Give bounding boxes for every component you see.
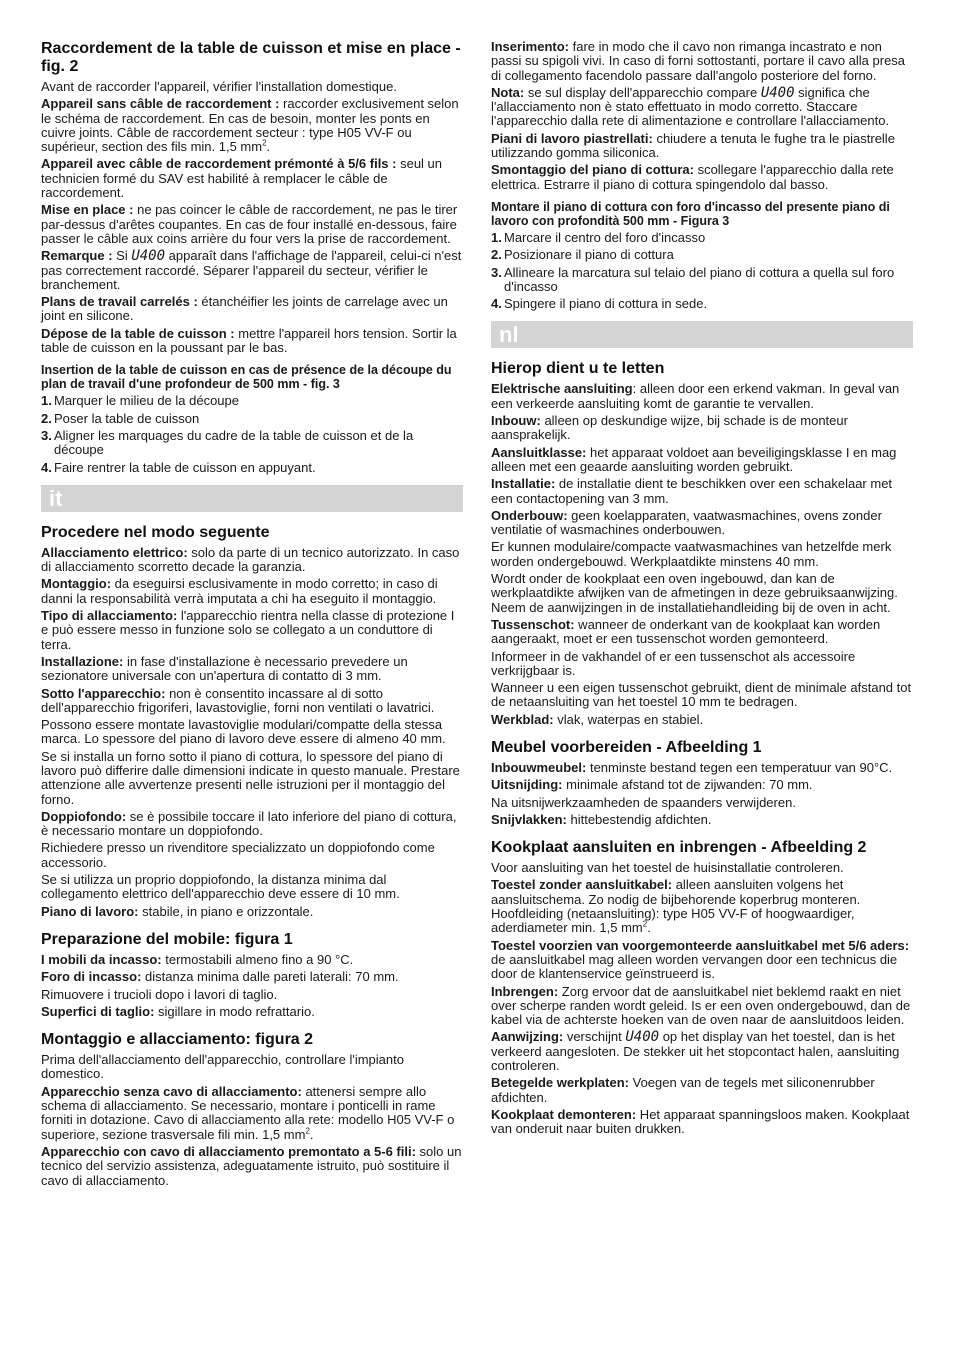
list-item: 3. Allineare la marcatura sul telaio del piano di cottura a quella sul foro d'incasso — [491, 264, 895, 294]
section-heading-fr: Raccordement de la table de cuisson et mise en place - fig. 2 — [41, 40, 461, 75]
section-heading: Procedere nel modo seguente — [41, 523, 270, 541]
paragraph: Appareil avec câble de raccordement prémonté à 5/6 fils : seul un technicien formé du SAV est habilité à remplacer le câble de raccordement. — [41, 156, 443, 201]
paragraph: Aansluitklasse: het apparaat voldoet aan beveiligingsklasse I en mag alleen met een geaarde aansluiting worden gebruikt. — [491, 444, 897, 474]
paragraph: I mobili da incasso: termostabili almeno fino a 90 °C. — [41, 951, 354, 967]
paragraph: Inbouwmeubel: tenminste bestand tegen een temperatuur van 90°C. — [491, 759, 893, 775]
paragraph: Mise en place : ne pas coincer le câble de raccordement, ne pas le tirer par-dessus d'arêtes coupantes. En cas de four installé en-dessous, faire passer le câble aux coins arrière du four vers la prise de raccordement. — [41, 202, 458, 246]
paragraph: Smontaggio del piano di cottura: scollegare l'apparecchio dalla rete elettrica. Estrarre il piano di cottura spingendolo dal basso. — [491, 162, 894, 192]
paragraph: Snijvlakken: hittebestendig afdichten. — [491, 811, 712, 827]
paragraph: Werkblad: vlak, waterpas en stabiel. — [491, 711, 704, 727]
paragraph: Tipo di allacciamento: l'apparecchio rientra nella classe di protezione I e può essere messo in funzione solo se collegato a un conduttore di terra. — [41, 608, 455, 652]
paragraph: Montaggio: da eseguirsi esclusivamente in modo corretto; in caso di danni la responsabilità verrà imputata a chi ha eseguito il montaggio. — [41, 576, 438, 606]
left-column — [41, 40, 463, 1191]
paragraph: Betegelde werkplaten: Voegen van de tegels met siliconenrubber afdichten. — [491, 1075, 875, 1105]
list-item: 1. Marquer le milieu de la découpe — [41, 393, 239, 409]
paragraph: Elektrische aansluiting: alleen door een erkend vakman. In geval van een verkeerde aansluiting komt de garantie te vervallen. — [491, 381, 900, 411]
paragraph: Se si installa un forno sotto il piano di cottura, lo spessore del piano di lavoro può differire dalle dimensioni indicate in questo manuale. Prestare attenzione alle avvertenze presenti nelle istruzioni per il montaggio del forno. — [41, 748, 460, 807]
paragraph: Plans de travail carrelés : étanchéifier les joints de carrelage avec un joint en silicone. — [41, 294, 448, 324]
paragraph: Na uitsnijwerkzaamheden de spaanders verwijderen. — [491, 794, 796, 810]
list-item: 4. Spingere il piano di cottura in sede. — [491, 296, 708, 312]
paragraph: Richiedere presso un rivenditore specializzato un doppiofondo come accessorio. — [41, 840, 435, 870]
paragraph: Allacciamento elettrico: solo da parte di un tecnico autorizzato. In caso di allacciamento scorretto decade la garanzia. — [41, 544, 460, 575]
language-bar-it: it — [41, 485, 463, 512]
paragraph: Aanwijzing: verschijnt U400 op het display van het toestel, dan is het verkeerd aangesloten. De stekker uit het stopcontact halen, aansluiting controleren. — [491, 1029, 900, 1074]
right-column — [491, 40, 913, 1140]
paragraph: Apparecchio con cavo di allacciamento premontato a 5-6 fili: solo un tecnico del servizio assistenza, adeguatamente istruito, può sostituire il cavo di allacciamento. — [41, 1143, 462, 1188]
paragraph: Inbrengen: Zorg ervoor dat de aansluitkabel niet beklemd raakt en niet over scherpe randen wordt geleid. Is er een oven ondergebouwd, dan de kabel via de achterste hoeken van de oven naar de aansluitdoos leiden. — [491, 983, 911, 1028]
list-item: 4. Faire rentrer la table de cuisson en appuyant. — [41, 459, 316, 475]
paragraph: Toestel zonder aansluitkabel: alleen aansluiten volgens het aansluitschema. Zo nodig de bijbehorende koperbrug monteren. Hoofdleiding (netaansluiting): type H05 VV-F of hoogwaardiger, aderdiameter min. 1,5 $mm^2$. — [491, 877, 861, 936]
paragraph: Piani di lavoro piastrellati: chiudere a tenuta le fughe tra le piastrelle utilizzando gomma siliconica. — [491, 130, 895, 161]
subheading: Insertion de la table de cuisson en cas de présence de la découpe du plan de travail d'une profondeur de 500 mm - fig. 3 — [41, 363, 452, 392]
section-heading: Hierop dient u te letten — [491, 360, 665, 378]
steps-list-fr — [41, 394, 463, 474]
paragraph: Er kunnen modulaire/compacte vaatwasmachines van hetzelfde merk worden ondergebouwd. Werkplaatdikte minstens 40 mm. — [491, 539, 892, 569]
paragraph: Superfici di taglio: sigillare in modo refrattario. — [41, 1003, 315, 1019]
subheading: Montare il piano di cottura con foro d'incasso del presente piano di lavoro con profondità 500 mm - Figura 3 — [491, 199, 890, 228]
list-item: 2. Poser la table de cuisson — [41, 410, 200, 426]
paragraph: Nota: se sul display dell'apparecchio compare U400 significa che l'allacciamento non è stato effettuato in modo corretto. Staccare l'apparecchio dalla rete di alimentazione e controllare l'allacciamento. — [491, 84, 890, 129]
paragraph: Informeer in de vakhandel of er een tussenschot als accessoire verkrijgbaar is. — [491, 648, 856, 678]
paragraph: Remarque : Si U400 apparaît dans l'affichage de l'appareil, celui-ci n'est pas correctement raccordé. Séparer l'appareil du secteur, vérifier le branchement. — [41, 248, 462, 292]
paragraph: Dépose de la table de cuisson : mettre l'appareil hors tension. Sortir la table de cuisson en la poussant par le bas. — [41, 325, 457, 356]
display-code: U400 — [760, 84, 795, 101]
paragraph: Rimuovere i trucioli dopo i lavori di taglio. — [41, 986, 278, 1002]
paragraph: Wordt onder de kookplaat een oven ingebouwd, dan kan de werkplaatdikte afwijken van de afmetingen in deze gebruiksaanwijzing. Neem de aanwijzingen in de installatiehandleiding bij de oven in acht. — [491, 571, 898, 615]
paragraph: Tussenschot: wanneer de onderkant van de kookplaat kan worden aangeraakt, moet er een tussenschot worden gemonteerd. — [491, 616, 881, 647]
paragraph: Appareil sans câble de raccordement : raccorder exclusivement selon le schéma de raccordement. En cas de besoin, monter les ponts en cuivre joints. Câble de raccordement secteur : type H05 VV-F ou supérieur, section des fils min. 1,5 $mm^2$. — [41, 96, 459, 155]
paragraph: Onderbouw: geen koelapparaten, vaatwasmachines, ovens zonder ventilatie of wasmachines onderbouwen. — [491, 507, 882, 538]
paragraph: Kookplaat demonteren: Het apparaat spanningsloos maken. Kookplaat van onderuit naar buiten drukken. — [491, 1106, 910, 1137]
paragraph: Toestel voorzien van voorgemonteerde aansluitkabel met 5/6 aders: de aansluitkabel mag alleen worden vervangen door een technicus die door de klantenservice geïnstrueerd is. — [491, 937, 910, 982]
list-item: 2. Posizionare il piano di cottura — [491, 247, 674, 263]
paragraph: Piano di lavoro: stabile, in piano e orizzontale. — [41, 903, 314, 919]
paragraph: Wanneer u een eigen tussenschot gebruikt, dient de minimale afstand tot de netaansluiting van het toestel 10 mm te bedragen. — [491, 680, 912, 710]
display-code: U400 — [625, 1029, 660, 1046]
paragraph: Installazione: in fase d'installazione è necessario prevedere un sezionatore universale con un'apertura di contatto di 3 mm. — [41, 653, 408, 684]
paragraph: Inserimento: fare in modo che il cavo non rimanga incastrato e non passi su spigoli vivi. In caso di forni sottostanti, portare il cavo alla presa di collegamento facendolo passare dall'angolo posteriore del forno. — [491, 39, 906, 83]
paragraph: Doppiofondo: se è possibile toccare il lato inferiore del piano di cottura, è necessario montare un doppiofondo. — [41, 808, 457, 839]
paragraph: Sotto l'apparecchio: non è consentito incassare al di sotto dell'apparecchio frigoriferi, lavastoviglie, forni non ventilati o lavatrici. — [41, 685, 435, 715]
paragraph: Avant de raccorder l'appareil, vérifier l'installation domestique. — [41, 79, 397, 94]
list-item: 1. Marcare il centro del foro d'incasso — [491, 229, 706, 245]
language-bar-nl: nl — [491, 321, 913, 348]
display-code: U400 — [131, 248, 166, 265]
paragraph: Prima dell'allacciamento dell'apparecchio, controllare l'impianto domestico. — [41, 1052, 404, 1082]
paragraph: Installatie: de installatie dient te beschikken over een schakelaar met een contactopening van 3 mm. — [491, 476, 893, 506]
paragraph: Foro di incasso: distanza minima dalle pareti laterali: 70 mm. — [41, 969, 399, 985]
list-item: 3. Aligner les marquages du cadre de la table de cuisson et de la découpe — [41, 427, 414, 458]
section-heading: Montaggio e allacciamento: figura 2 — [41, 1031, 314, 1049]
paragraph: Voor aansluiting van het toestel de huisinstallatie controleren. — [491, 860, 844, 876]
paragraph: Se si utilizza un proprio doppiofondo, la distanza minima dal collegamento elettrico dell'apparecchio deve essere di 10 mm. — [41, 872, 400, 902]
paragraph: Uitsnijding: minimale afstand tot de zijwanden: 70 mm. — [491, 777, 813, 793]
section-heading: Meubel voorbereiden - Afbeelding 1 — [491, 738, 762, 756]
paragraph: Inbouw: alleen op deskundige wijze, bij schade is de monteur aansprakelijk. — [491, 413, 848, 443]
steps-list-it — [491, 231, 913, 311]
section-heading: Kookplaat aansluiten en inbrengen - Afbeelding 2 — [491, 839, 867, 857]
paragraph: Apparecchio senza cavo di allacciamento: attenersi sempre allo schema di allacciamento. Se necessario, montare i ponticelli in rame forniti in dotazione. Cavo di allacciamento alla rete: modello H05 VV-F o superiore, sezione trasversale fili min. 1,5 $mm^2$. — [41, 1083, 455, 1142]
paragraph: Possono essere montate lavastoviglie modulari/compatte della stessa marca. Lo spessore del piano di lavoro deve essere di almeno 40 mm. — [41, 717, 446, 747]
section-heading: Preparazione del mobile: figura 1 — [41, 930, 293, 948]
